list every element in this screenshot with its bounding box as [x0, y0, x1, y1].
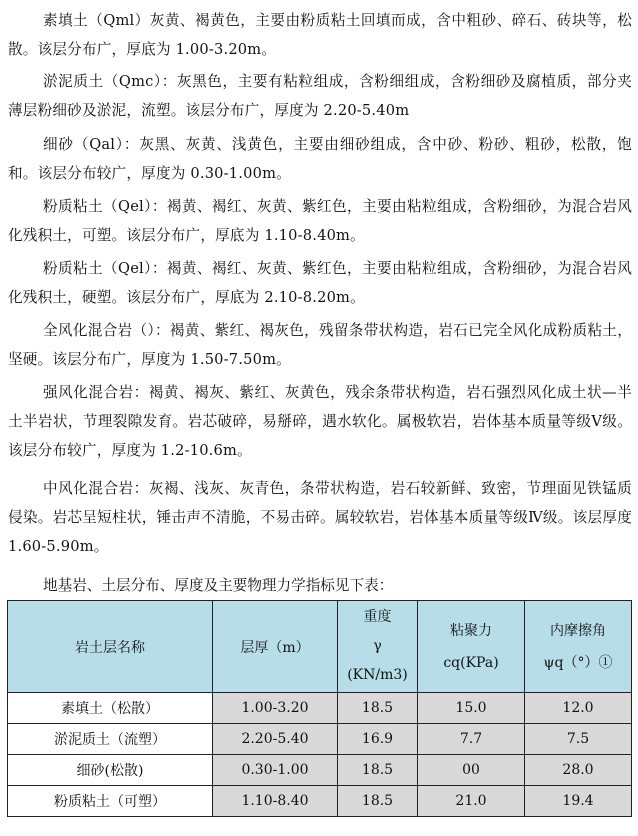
cell-cohesion: 7.7 — [418, 724, 525, 755]
header-friction-angle — [525, 601, 632, 693]
table-caption: 地基岩、土层分布、厚度及主要物理力学指标见下表： — [43, 577, 394, 594]
header-layer-name: 岩土层名称 — [8, 601, 213, 693]
paragraph-strongly-weathered: 强风化混合岩：褐黄、褐灰、紫红、灰黄色，残余条带状构造，岩石强烈风化成土状—半土半岩状，节理裂隙发育。岩芯破碎，易掰碎，遇水软化。属极软岩，岩体基本质量等级Ⅴ级。该层分布较广，厚度为 1.2-10.6m。 — [8, 384, 632, 459]
cell-layer-name: 细砂(松散) — [8, 755, 213, 786]
paragraph-fill-soil: 素填土（Qml）灰黄、褐黄色，主要由粉质粘土回填而成，含中粗砂、碎石、砖块等，松散。该层分布广，厚底为 1.00-3.20m。 — [8, 12, 632, 58]
cell-friction-angle: 28.0 — [525, 755, 632, 786]
table-row — [8, 724, 632, 755]
cell-layer-name: 粉质粘土（可塑） — [8, 786, 213, 817]
cell-unit-weight: 18.5 — [338, 786, 418, 817]
cell-unit-weight: 16.9 — [338, 724, 418, 755]
cell-friction-angle: 7.5 — [525, 724, 632, 755]
header-unit-weight-symbol: γ — [373, 638, 382, 654]
cell-thickness: 0.30-1.00 — [213, 755, 338, 786]
cell-cohesion: 21.0 — [418, 786, 525, 817]
table-header-row — [8, 601, 632, 693]
cell-unit-weight: 18.5 — [338, 755, 418, 786]
header-cohesion-unit: cq(KPa) — [443, 654, 499, 671]
table-row — [8, 755, 632, 786]
table-row — [8, 693, 632, 724]
cell-thickness: 1.00-3.20 — [213, 693, 338, 724]
cell-thickness: 1.10-8.40 — [213, 786, 338, 817]
header-unit-weight-label: 重度 — [363, 609, 392, 625]
cell-friction-angle: 12.0 — [525, 693, 632, 724]
header-thickness: 层厚（m） — [213, 601, 338, 693]
paragraph-silty-clay-plastic: 粉质粘土（Qel）：褐黄、褐红、灰黄、紫红色，主要由粘粒组成，含粉细砂，为混合岩风化残积土，可塑。该层分布广，厚底为 1.10-8.40m。 — [8, 198, 632, 244]
header-unit-weight-unit: (KN/m3) — [347, 667, 408, 683]
paragraph-mucky-soil: 淤泥质土（Qmc）：灰黑色，主要有粘粒组成，含粉细组成，含粉细砂及腐植质，部分夹薄层粉细砂及淤泥，流塑。该层分布广，厚度为 2.20-5.40m — [8, 73, 632, 119]
cell-thickness: 2.20-5.40 — [213, 724, 338, 755]
soil-properties-table — [7, 600, 632, 817]
cell-layer-name: 素填土（松散） — [8, 693, 213, 724]
paragraph-moderately-weathered: 中风化混合岩：灰褐、浅灰、灰青色，条带状构造，岩石较新鲜、致密，节理面见铁锰质侵染。岩芯呈短柱状，锤击声不清脆，不易击碎。属较软岩，岩体基本质量等级Ⅳ级。该层厚度 1.60-5.90m。 — [8, 480, 632, 555]
cell-cohesion: 15.0 — [418, 693, 525, 724]
header-friction-unit: ψq（°）① — [543, 654, 613, 671]
paragraph-fine-sand: 细砂（Qal）：灰黑、灰黄、浅黄色，主要由细砂组成，含中砂、粉砂、粗砂，松散，饱和。该层分布较广，厚度为 0.30-1.00m。 — [8, 136, 632, 182]
table-row — [8, 786, 632, 817]
cell-cohesion: 00 — [418, 755, 525, 786]
paragraph-silty-clay-hard: 粉质粘土（Qel）：褐黄、褐红、灰黄、紫红色，主要由粘粒组成，含粉细砂，为混合岩风化残积土，硬塑。该层分布广，厚底为 2.10-8.20m。 — [8, 260, 632, 306]
header-friction-label: 内摩擦角 — [550, 622, 606, 639]
header-cohesion-label: 粘聚力 — [450, 622, 492, 639]
cell-layer-name: 淤泥质土（流塑） — [8, 724, 213, 755]
header-cohesion — [418, 601, 525, 693]
paragraph-fully-weathered: 全风化混合岩（）：褐黄、紫红、褐灰色，残留条带状构造，岩石已完全风化成粉质粘土，坚硬。该层分布广，厚度为 1.50-7.50m。 — [8, 322, 632, 368]
cell-friction-angle: 19.4 — [525, 786, 632, 817]
cell-unit-weight: 18.5 — [338, 693, 418, 724]
header-unit-weight — [338, 601, 418, 693]
